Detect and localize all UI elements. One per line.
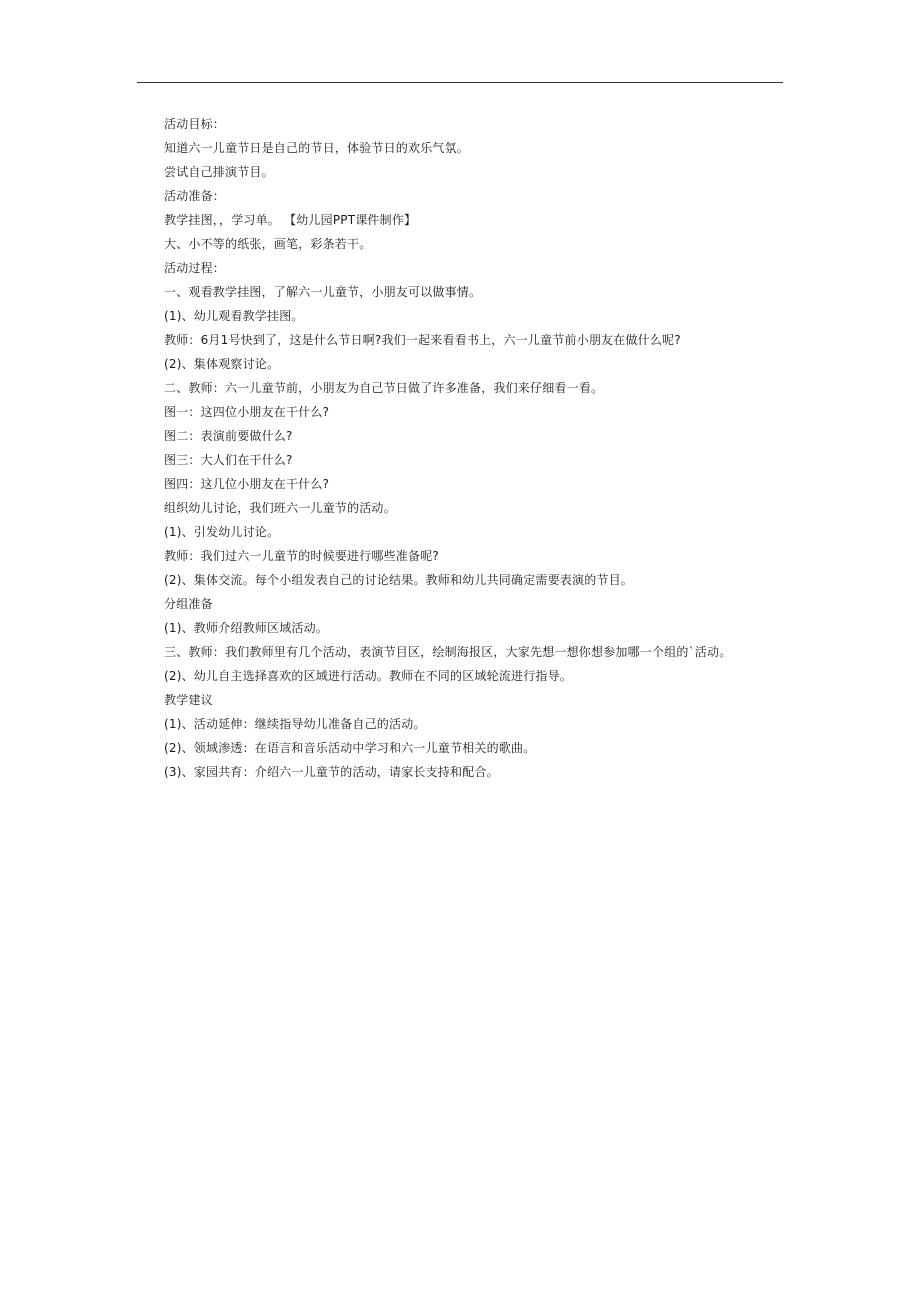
text-line: 二、教师：六一儿童节前，小朋友为自己节日做了许多准备，我们来仔细看一看。 [164,381,604,395]
heading-group-prep: 分组准备 [164,597,213,611]
text-line: (2)、集体交流。每个小组发表自己的讨论结果。教师和幼儿共同确定需要表演的节目。 [164,573,634,587]
header-rule [137,82,783,83]
heading-goals: 活动目标： [164,117,226,131]
text-line: (3)、家园共育：介绍六一儿童节的活动，请家长支持和配合。 [164,765,499,779]
text-line: 一、观看教学挂图，了解六一儿童节，小朋友可以做事情。 [164,285,482,299]
text-line: 教学挂图，，学习单。 【幼儿园PPT课件制作】 [164,213,417,227]
text-line: 图四：这几位小朋友在干什么? [164,477,330,491]
text-line: 图一：这四位小朋友在干什么? [164,405,330,419]
text-line: 三、教师：我们教师里有几个活动，表演节目区，绘制海报区，大家先想一想你想参加哪一个组的`活动。 [164,645,732,659]
heading-process: 活动过程： [164,261,226,275]
text-line: (2)、领域渗透：在语言和音乐活动中学习和六一儿童节相关的歌曲。 [164,741,536,755]
text-line: 教师：6月1号快到了，这是什么节日啊?我们一起来看看书上，六一儿童节前小朋友在做什么呢? [164,333,681,347]
text-line: 尝试自己排演节目。 [164,165,274,179]
text-line: 知道六一儿童节日是自己的节日，体验节日的欢乐气氛。 [164,141,470,155]
text-line: 组织幼儿讨论，我们班六一儿童节的活动。 [164,501,396,515]
text-line: 大、小不等的纸张，画笔，彩条若干。 [164,237,372,251]
text-line: (1)、活动延伸：继续指导幼儿准备自己的活动。 [164,717,426,731]
text-line: (1)、引发幼儿讨论。 [164,525,280,539]
text-line: 图二：表演前要做什么? [164,429,293,443]
document-body [164,112,774,784]
text-line: 图三：大人们在干什么? [164,453,293,467]
heading-suggestions: 教学建议 [164,693,213,707]
text-line: (1)、教师介绍教师区域活动。 [164,621,328,635]
text-line: 教师：我们过六一儿童节的时候要进行哪些准备呢? [164,549,439,563]
text-line: (1)、幼儿观看教学挂图。 [164,309,304,323]
text-line: (2)、幼儿自主选择喜欢的区域进行活动。教师在不同的区域轮流进行指导。 [164,669,573,683]
text-line: (2)、集体观察讨论。 [164,357,280,371]
heading-preparation: 活动准备： [164,189,226,203]
